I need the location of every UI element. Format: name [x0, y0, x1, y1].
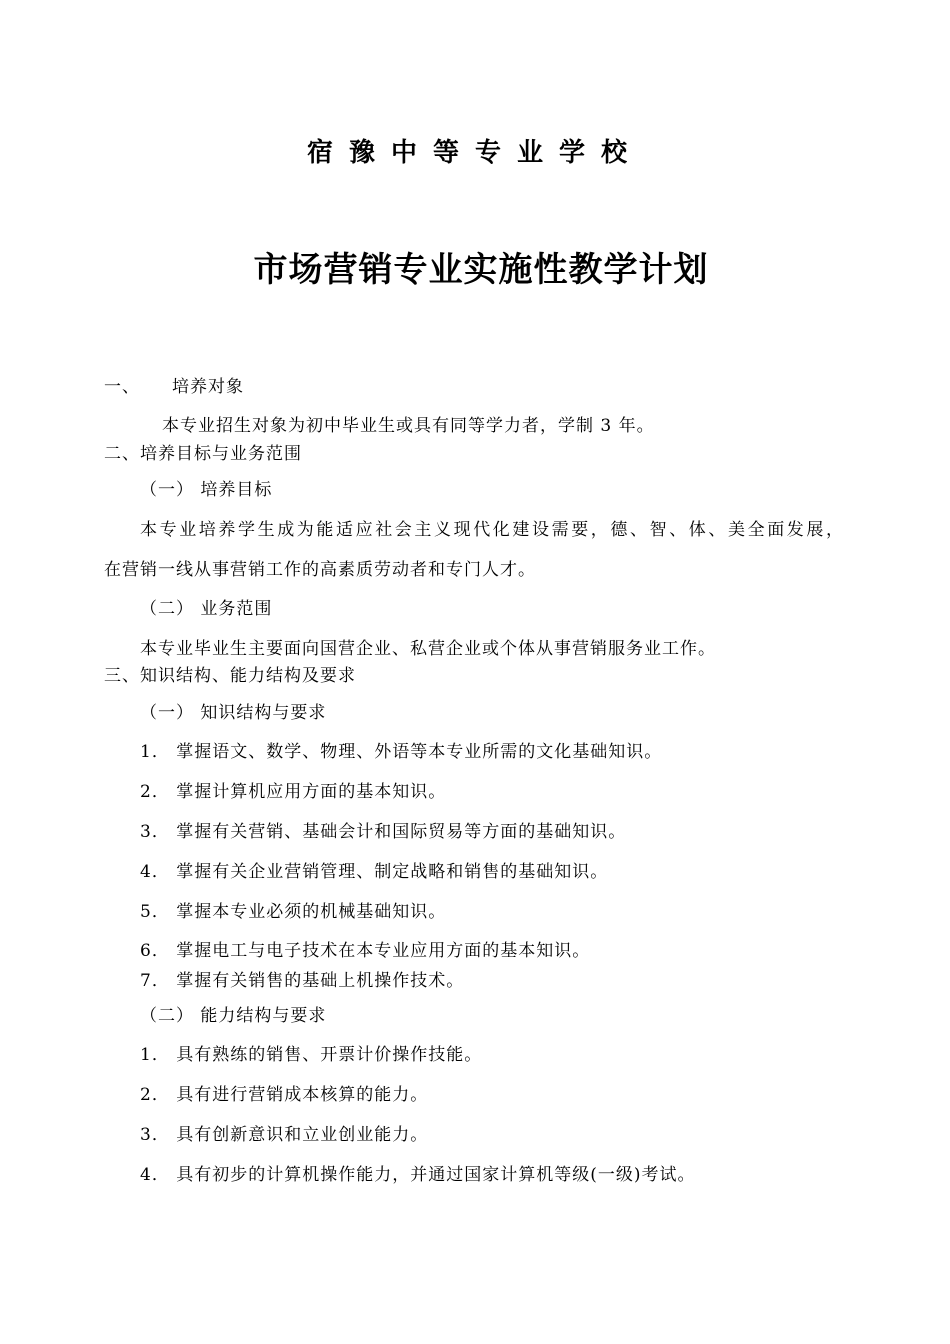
school-name: 宿豫中等专业学校 [306, 138, 643, 168]
section3-sub2-heading: （二） 能力结构与要求 [140, 1006, 327, 1026]
ability-item: 1． 具有熟练的销售、开票计价操作技能。 [140, 1045, 483, 1065]
knowledge-item: 2． 掌握计算机应用方面的基本知识。 [140, 782, 447, 802]
knowledge-item: 5． 掌握本专业必须的机械基础知识。 [140, 902, 447, 922]
section1-heading-number: 一、 [104, 377, 140, 397]
section2-sub1-body-line2: 在营销一线从事营销工作的高素质劳动者和专门人才。 [104, 560, 536, 580]
knowledge-item: 4． 掌握有关企业营销管理、制定战略和销售的基础知识。 [140, 862, 609, 882]
document-title: 市场营销专业实施性教学计划 [253, 250, 709, 290]
ability-item: 2． 具有进行营销成本核算的能力。 [140, 1085, 429, 1105]
knowledge-item: 7． 掌握有关销售的基础上机操作技术。 [140, 971, 465, 991]
section2-heading: 二、培养目标与业务范围 [104, 444, 302, 464]
knowledge-item: 1． 掌握语文、数学、物理、外语等本专业所需的文化基础知识。 [140, 742, 663, 762]
knowledge-item: 6． 掌握电工与电子技术在本专业应用方面的基本知识。 [140, 941, 591, 961]
ability-item: 3． 具有创新意识和立业创业能力。 [140, 1125, 429, 1145]
section2-sub2-body: 本专业毕业生主要面向国营企业、私营企业或个体从事营销服务业工作。 [140, 639, 716, 659]
section3-sub1-heading: （一） 知识结构与要求 [140, 703, 327, 723]
section2-sub1-heading: （一） 培养目标 [140, 480, 273, 500]
section2-sub1-body-line1: 本专业培养学生成为能适应社会主义现代化建设需要，德、智、体、美全面发展， [140, 520, 846, 540]
section1-heading-text: 培养对象 [172, 377, 244, 397]
section3-heading: 三、知识结构、能力结构及要求 [104, 666, 356, 686]
knowledge-item: 3． 掌握有关营销、基础会计和国际贸易等方面的基础知识。 [140, 822, 627, 842]
section1-body: 本专业招生对象为初中毕业生或具有同等学力者，学制 3 年。 [162, 416, 655, 436]
section2-sub2-heading: （二） 业务范围 [140, 599, 273, 619]
ability-item: 4． 具有初步的计算机操作能力，并通过国家计算机等级(一级)考试。 [140, 1165, 696, 1185]
